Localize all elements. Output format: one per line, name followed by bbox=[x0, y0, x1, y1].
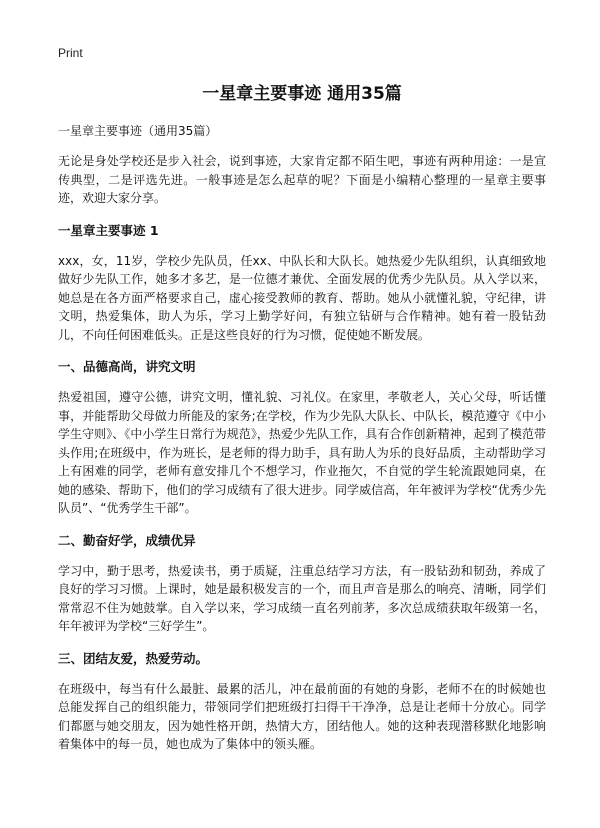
section-paragraph-b: 学习中，勤于思考，热爱读书，勇于质疑，注重总结学习方法，有一股钻劲和韧劲，养成了良好的学习习惯。上课时，她是最积极发言的一个，而且声音是那么的响亮、清晰，同学们常常忍不住为她鼓掌。自入学以来，学习成绩一直名列前茅，多次总成绩获取年级第一名，年年被评为学校“三好学生”。 bbox=[58, 563, 546, 633]
section-heading-b: 二、勤奋好学，成绩优异 bbox=[58, 532, 196, 548]
print-link[interactable]: Print bbox=[58, 46, 83, 60]
section-heading-a: 一、品德高尚，讲究文明 bbox=[58, 359, 196, 374]
section-heading-c: 三、团结友爱，热爱劳动。 bbox=[58, 650, 209, 666]
section-paragraph-a: 热爱祖国，遵守公德，讲究文明，懂礼貌、习礼仪。在家里，孝敬老人，关心父母，听话懂事，并能帮助父母做力所能及的家务;在学校，作为少先队大队长、中队长，模范遵守《中小学生守则》、《中小学生日常行为规范》，热爱少先队工作，具有合作创新精神，起到了模范带头作用;在班级中，作为班长，是老师的得力助手，具有助人为乐的良好品质，主动帮助学习上有困难的同学，老师有意安排几个不想学习，作业拖欠，不自觉的学生轮流跟她同桌，在她的感染、帮助下，他们的学习成绩有了很大进步。同学威信高，年年被评为学校“优秀少先队员”、“优秀学生干部”。 bbox=[58, 390, 546, 515]
section-paragraph-c: 在班级中，每当有什么最脏、最累的活儿，冲在最前面的有她的身影，老师不在的时候她也总能发挥自己的组织能力，带领同学们把班级打扫得干干净净，总是让老师十分放心。同学们都愿与她交朋友，因为她性格开朗，热情大方，团结他人。她的这种表现潜移默化地影响着集体中的每一员，她也成为了集体中的领头雁。 bbox=[58, 681, 546, 751]
section-heading-1: 一星章主要事迹 1 bbox=[58, 222, 159, 238]
intro-paragraph: 无论是身处学校还是步入社会，说到事迹，大家肯定都不陌生吧，事迹有两种用途：一是宣传典型，二是评选先进。一般事迹是怎么起草的呢？下面是小编精心整理的一星章主要事迹，欢迎大家分享。 bbox=[58, 154, 546, 205]
document-body bbox=[58, 82, 546, 768]
page-title: 一星章主要事迹 通用35篇 bbox=[202, 84, 402, 104]
document-subtitle: 一星章主要事迹（通用35篇） bbox=[58, 124, 218, 138]
section-paragraph-1: xxx，女，11岁，学校少先队员，任xx、中队长和大队长。她热爱少先队组织，认真细致地做好少先队工作，她多才多艺，是一位德才兼优、全面发展的优秀少先队员。从入学以来，她总是在各方面严格要求自己，虚心接受教师的教育、帮助。她从小就懂礼貌，守纪律，讲文明，热爱集体，助人为乐，学习上勤学好问，有独立钻研与合作精神。她有着一股钻劲儿，不向任何困难低头。正是这些良好的行为习惯，促使她不断发展。 bbox=[58, 253, 546, 342]
